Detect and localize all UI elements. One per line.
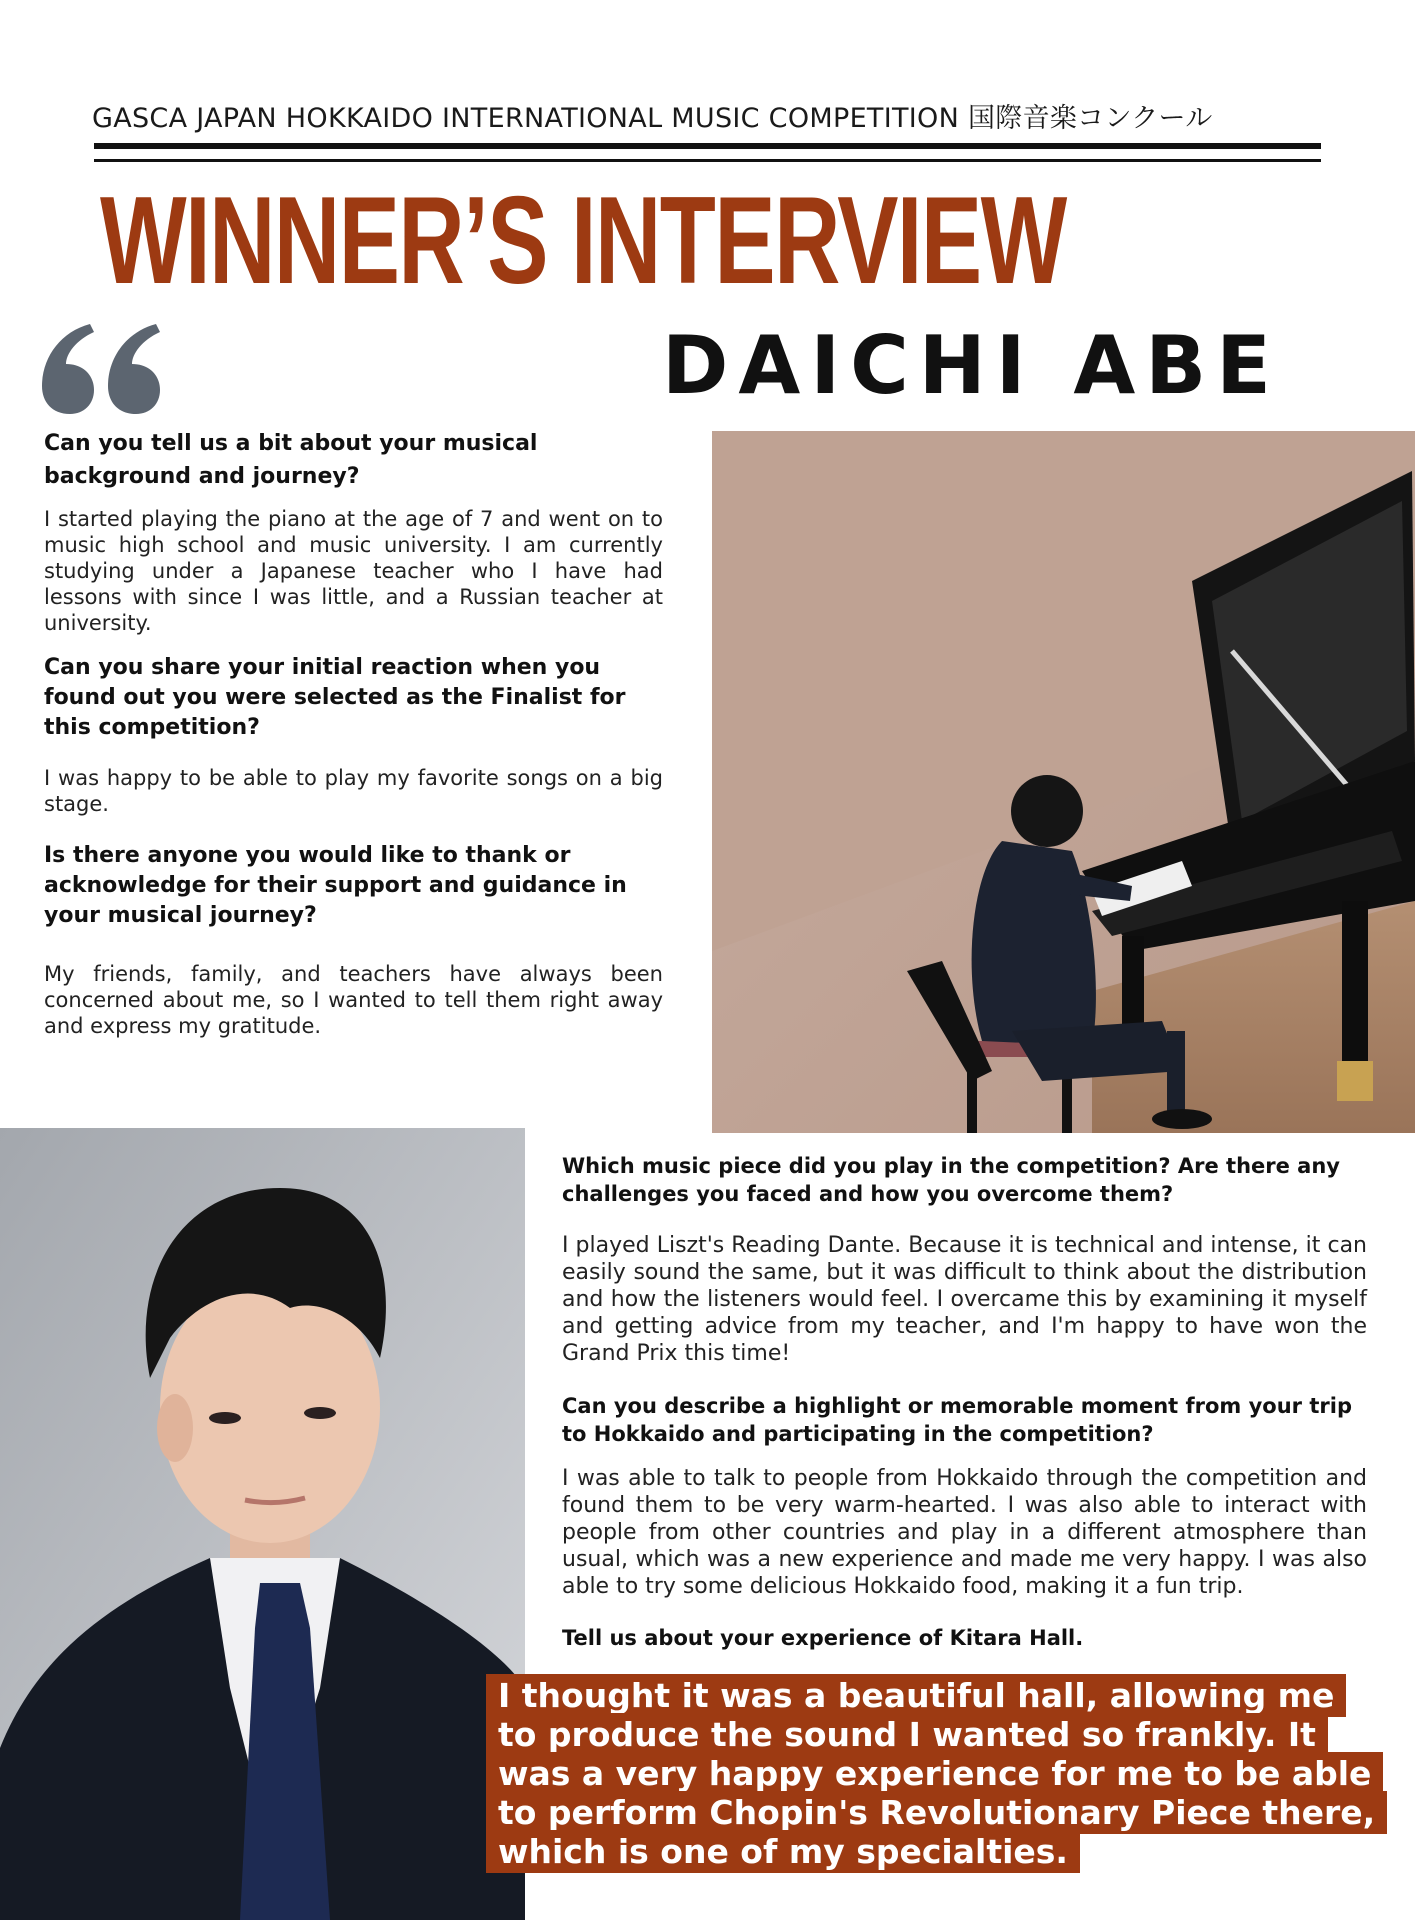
answer-2: I was happy to be able to play my favorite songs on a big stage. bbox=[44, 766, 663, 816]
question-5: Can you describe a highlight or memorable moment from your trip to Hokkaido and participating in the competition? bbox=[562, 1394, 1352, 1446]
question-6: Tell us about your experience of Kitara Hall. bbox=[562, 1626, 1084, 1650]
performance-photo bbox=[712, 431, 1415, 1133]
answer-6: I thought it was a beautiful hall, allowing me to produce the sound I wanted so frankly. It was a very happy experience for me to be able to perform Chopin's Revolutionary Piece there, which is one of my specialties. bbox=[486, 1674, 1387, 1873]
competition-header: GASCA JAPAN HOKKAIDO INTERNATIONAL MUSIC COMPETITION 国際音楽コンクール bbox=[92, 103, 1213, 134]
answer-4: I played Liszt's Reading Dante. Because it is technical and intense, it can easily sound the same, but it was difficult to think about the distribution and how the listeners would feel. I overcame this by examining it myself and getting advice from my teacher, and I'm happy to have won the Grand Prix this time! bbox=[562, 1233, 1367, 1366]
question-2: Can you share your initial reaction when you found out you were selected as the Finalist for this competition? bbox=[44, 655, 626, 740]
winner-name: DAICHI ABE bbox=[662, 319, 1281, 412]
question-1: Can you tell us a bit about your musical background and journey? bbox=[44, 431, 538, 489]
answer-5: I was able to talk to people from Hokkaido through the competition and found them to be very warm-hearted. I was also able to interact with people from other countries and play in a different atmosphere than usual, which was a new experience and made me very happy. I was also able to try some delicious Hokkaido food, making it a fun trip. bbox=[562, 1466, 1367, 1599]
answer-1: I started playing the piano at the age of 7 and went on to music high school and music university. I am currently studying under a Japanese teacher who I have had lessons with since I was little, and a Russian teacher at university. bbox=[44, 507, 663, 635]
highlight-answer bbox=[486, 1676, 1381, 1871]
question-3: Is there anyone you would like to thank or acknowledge for their support and guidance in your musical journey? bbox=[44, 843, 627, 928]
answer-3: My friends, family, and teachers have always been concerned about me, so I wanted to tell them right away and express my gratitude. bbox=[44, 962, 663, 1038]
portrait-photo bbox=[0, 1128, 525, 1920]
question-4: Which music piece did you play in the competition? Are there any challenges you faced and how you overcome them? bbox=[562, 1154, 1340, 1206]
page-title: WINNER’S INTERVIEW bbox=[100, 172, 1066, 310]
quote-mark-icon bbox=[38, 318, 168, 418]
header-rule-thin bbox=[94, 159, 1321, 162]
header-rule-thick bbox=[94, 143, 1321, 149]
